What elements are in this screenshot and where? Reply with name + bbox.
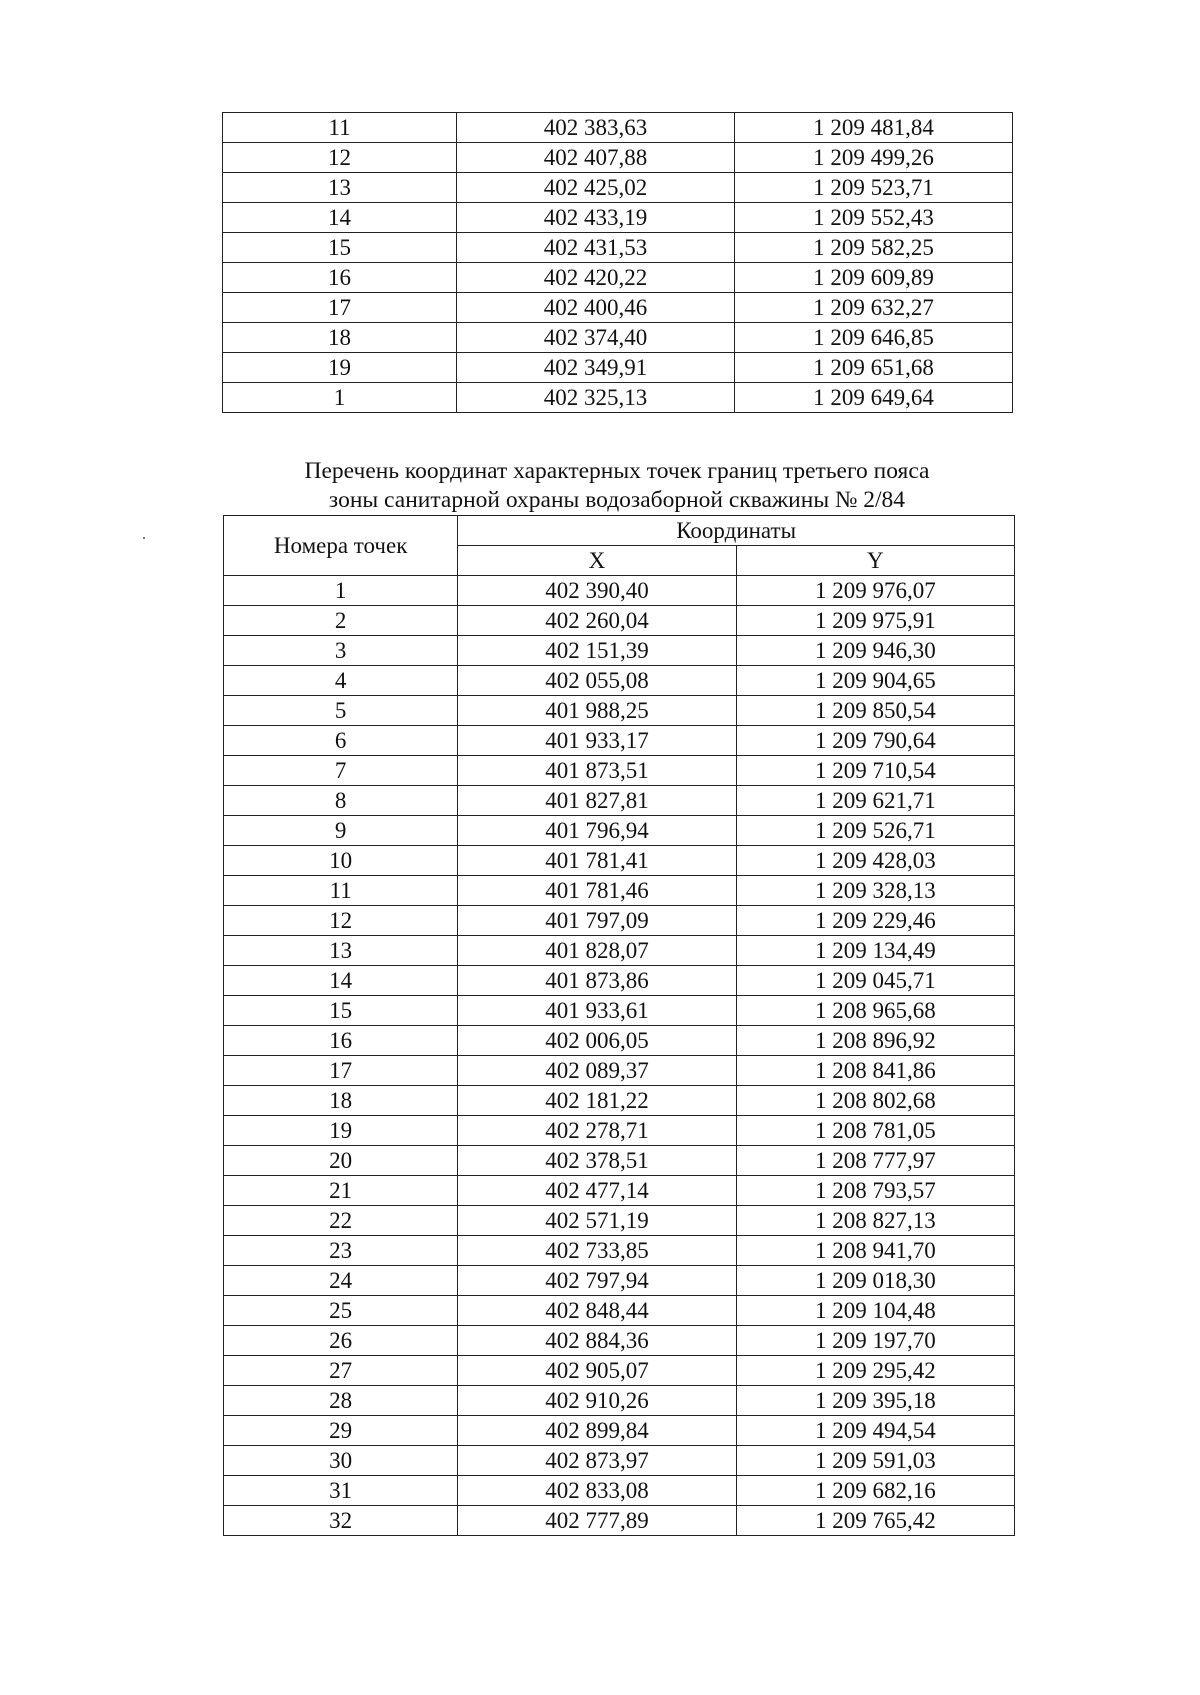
table-row: [224, 1116, 1015, 1146]
coordinates-table-continued: [222, 112, 1013, 413]
table-row: [223, 203, 1013, 233]
y-coordinate-cell: 1 208 777,97: [736, 1146, 1014, 1176]
table-row: [224, 696, 1015, 726]
table-row: [224, 1476, 1015, 1506]
table-body: [223, 113, 1013, 413]
x-coordinate-cell: 402 055,08: [458, 666, 736, 696]
x-coordinate-cell: 402 433,19: [457, 203, 735, 233]
x-coordinate-cell: 402 390,40: [458, 576, 736, 606]
table-row: [224, 786, 1015, 816]
table-row: [224, 1086, 1015, 1116]
header-point-numbers: Номера точек: [224, 516, 458, 576]
point-number-cell: 10: [224, 846, 458, 876]
table-row: [224, 1206, 1015, 1236]
table-row: [223, 293, 1013, 323]
table-row: [223, 353, 1013, 383]
y-coordinate-cell: 1 209 494,54: [736, 1416, 1014, 1446]
header-x: X: [458, 546, 736, 576]
table-caption: [222, 457, 1012, 515]
y-coordinate-cell: 1 209 481,84: [735, 113, 1013, 143]
point-number-cell: 6: [224, 726, 458, 756]
table-row: [224, 1506, 1015, 1536]
y-coordinate-cell: 1 209 104,48: [736, 1296, 1014, 1326]
x-coordinate-cell: 402 325,13: [457, 383, 735, 413]
table-row: [224, 636, 1015, 666]
x-coordinate-cell: 402 571,19: [458, 1206, 736, 1236]
table-row: [223, 263, 1013, 293]
y-coordinate-cell: 1 209 523,71: [735, 173, 1013, 203]
point-number-cell: 19: [223, 353, 457, 383]
y-coordinate-cell: 1 209 295,42: [736, 1356, 1014, 1386]
table-row: [224, 666, 1015, 696]
coordinates-table: [223, 515, 1015, 1536]
table-row: [224, 1236, 1015, 1266]
scan-speck: [143, 537, 145, 539]
table-row: [224, 906, 1015, 936]
y-coordinate-cell: 1 209 428,03: [736, 846, 1014, 876]
point-number-cell: 17: [223, 293, 457, 323]
x-coordinate-cell: 401 781,46: [458, 876, 736, 906]
point-number-cell: 14: [224, 966, 458, 996]
x-coordinate-cell: 402 151,39: [458, 636, 736, 666]
x-coordinate-cell: 402 278,71: [458, 1116, 736, 1146]
point-number-cell: 23: [224, 1236, 458, 1266]
point-number-cell: 24: [224, 1266, 458, 1296]
x-coordinate-cell: 402 260,04: [458, 606, 736, 636]
y-coordinate-cell: 1 209 045,71: [736, 966, 1014, 996]
x-coordinate-cell: 401 873,51: [458, 756, 736, 786]
y-coordinate-cell: 1 209 850,54: [736, 696, 1014, 726]
y-coordinate-cell: 1 209 621,71: [736, 786, 1014, 816]
x-coordinate-cell: 402 089,37: [458, 1056, 736, 1086]
point-number-cell: 2: [224, 606, 458, 636]
x-coordinate-cell: 402 733,85: [458, 1236, 736, 1266]
y-coordinate-cell: 1 208 802,68: [736, 1086, 1014, 1116]
table-row: [223, 143, 1013, 173]
x-coordinate-cell: 402 420,22: [457, 263, 735, 293]
point-number-cell: 15: [223, 233, 457, 263]
point-number-cell: 3: [224, 636, 458, 666]
table-row: [224, 816, 1015, 846]
x-coordinate-cell: 401 933,61: [458, 996, 736, 1026]
table-row: [224, 1446, 1015, 1476]
point-number-cell: 27: [224, 1356, 458, 1386]
table-header: [224, 516, 1015, 576]
point-number-cell: 30: [224, 1446, 458, 1476]
y-coordinate-cell: 1 209 710,54: [736, 756, 1014, 786]
y-coordinate-cell: 1 209 646,85: [735, 323, 1013, 353]
y-coordinate-cell: 1 209 582,25: [735, 233, 1013, 263]
x-coordinate-cell: 402 383,63: [457, 113, 735, 143]
point-number-cell: 31: [224, 1476, 458, 1506]
y-coordinate-cell: 1 209 975,91: [736, 606, 1014, 636]
x-coordinate-cell: 401 988,25: [458, 696, 736, 726]
table-row: [223, 383, 1013, 413]
point-number-cell: 29: [224, 1416, 458, 1446]
x-coordinate-cell: 402 477,14: [458, 1176, 736, 1206]
y-coordinate-cell: 1 208 827,13: [736, 1206, 1014, 1236]
y-coordinate-cell: 1 209 197,70: [736, 1326, 1014, 1356]
x-coordinate-cell: 401 933,17: [458, 726, 736, 756]
y-coordinate-cell: 1 208 965,68: [736, 996, 1014, 1026]
x-coordinate-cell: 402 797,94: [458, 1266, 736, 1296]
table-row: [224, 1416, 1015, 1446]
point-number-cell: 13: [224, 936, 458, 966]
point-number-cell: 12: [224, 906, 458, 936]
x-coordinate-cell: 402 378,51: [458, 1146, 736, 1176]
point-number-cell: 26: [224, 1326, 458, 1356]
y-coordinate-cell: 1 209 651,68: [735, 353, 1013, 383]
x-coordinate-cell: 402 905,07: [458, 1356, 736, 1386]
table-row: [224, 936, 1015, 966]
point-number-cell: 9: [224, 816, 458, 846]
y-coordinate-cell: 1 209 765,42: [736, 1506, 1014, 1536]
x-coordinate-cell: 402 349,91: [457, 353, 735, 383]
point-number-cell: 18: [224, 1086, 458, 1116]
point-number-cell: 11: [224, 876, 458, 906]
table-row: [223, 323, 1013, 353]
x-coordinate-cell: 402 833,08: [458, 1476, 736, 1506]
y-coordinate-cell: 1 209 790,64: [736, 726, 1014, 756]
x-coordinate-cell: 402 873,97: [458, 1446, 736, 1476]
table-row: [224, 846, 1015, 876]
point-number-cell: 25: [224, 1296, 458, 1326]
table-row: [224, 1176, 1015, 1206]
point-number-cell: 28: [224, 1386, 458, 1416]
point-number-cell: 16: [224, 1026, 458, 1056]
point-number-cell: 13: [223, 173, 457, 203]
point-number-cell: 4: [224, 666, 458, 696]
header-coordinates: Координаты: [458, 516, 1015, 546]
y-coordinate-cell: 1 208 781,05: [736, 1116, 1014, 1146]
y-coordinate-cell: 1 208 941,70: [736, 1236, 1014, 1266]
table-row: [224, 576, 1015, 606]
caption-line-1: Перечень координат характерных точек границ третьего пояса: [304, 458, 930, 484]
table-row: [224, 966, 1015, 996]
point-number-cell: 5: [224, 696, 458, 726]
x-coordinate-cell: 401 781,41: [458, 846, 736, 876]
x-coordinate-cell: 402 400,46: [457, 293, 735, 323]
table-row: [224, 726, 1015, 756]
table-row: [224, 876, 1015, 906]
y-coordinate-cell: 1 209 904,65: [736, 666, 1014, 696]
y-coordinate-cell: 1 209 591,03: [736, 1446, 1014, 1476]
y-coordinate-cell: 1 209 649,64: [735, 383, 1013, 413]
x-coordinate-cell: 402 777,89: [458, 1506, 736, 1536]
table-row: [223, 113, 1013, 143]
x-coordinate-cell: 402 899,84: [458, 1416, 736, 1446]
x-coordinate-cell: 402 910,26: [458, 1386, 736, 1416]
point-number-cell: 22: [224, 1206, 458, 1236]
caption-line-2: зоны санитарной охраны водозаборной скважины № 2/84: [328, 487, 906, 513]
point-number-cell: 12: [223, 143, 457, 173]
x-coordinate-cell: 402 006,05: [458, 1026, 736, 1056]
y-coordinate-cell: 1 209 018,30: [736, 1266, 1014, 1296]
y-coordinate-cell: 1 209 395,18: [736, 1386, 1014, 1416]
x-coordinate-cell: 401 828,07: [458, 936, 736, 966]
y-coordinate-cell: 1 208 896,92: [736, 1026, 1014, 1056]
y-coordinate-cell: 1 209 976,07: [736, 576, 1014, 606]
table-row: [224, 756, 1015, 786]
point-number-cell: 14: [223, 203, 457, 233]
point-number-cell: 15: [224, 996, 458, 1026]
table-row: [224, 1386, 1015, 1416]
point-number-cell: 17: [224, 1056, 458, 1086]
y-coordinate-cell: 1 209 946,30: [736, 636, 1014, 666]
table-row: [223, 173, 1013, 203]
y-coordinate-cell: 1 209 526,71: [736, 816, 1014, 846]
x-coordinate-cell: 401 873,86: [458, 966, 736, 996]
table-row: [224, 1026, 1015, 1056]
x-coordinate-cell: 402 407,88: [457, 143, 735, 173]
x-coordinate-cell: 402 848,44: [458, 1296, 736, 1326]
point-number-cell: 8: [224, 786, 458, 816]
table-row: [224, 1296, 1015, 1326]
y-coordinate-cell: 1 209 229,46: [736, 906, 1014, 936]
x-coordinate-cell: 401 797,09: [458, 906, 736, 936]
point-number-cell: 1: [223, 383, 457, 413]
y-coordinate-cell: 1 208 841,86: [736, 1056, 1014, 1086]
table-row: [224, 1056, 1015, 1086]
table-row: [224, 1146, 1015, 1176]
table-row: [224, 996, 1015, 1026]
point-number-cell: 18: [223, 323, 457, 353]
y-coordinate-cell: 1 209 499,26: [735, 143, 1013, 173]
y-coordinate-cell: 1 209 134,49: [736, 936, 1014, 966]
point-number-cell: 20: [224, 1146, 458, 1176]
table-row: [224, 606, 1015, 636]
y-coordinate-cell: 1 209 609,89: [735, 263, 1013, 293]
table-row: [224, 1326, 1015, 1356]
point-number-cell: 11: [223, 113, 457, 143]
x-coordinate-cell: 401 827,81: [458, 786, 736, 816]
point-number-cell: 1: [224, 576, 458, 606]
y-coordinate-cell: 1 209 552,43: [735, 203, 1013, 233]
x-coordinate-cell: 402 431,53: [457, 233, 735, 263]
point-number-cell: 21: [224, 1176, 458, 1206]
table-row: [223, 233, 1013, 263]
point-number-cell: 16: [223, 263, 457, 293]
x-coordinate-cell: 402 884,36: [458, 1326, 736, 1356]
y-coordinate-cell: 1 208 793,57: [736, 1176, 1014, 1206]
table-body: [224, 576, 1015, 1536]
point-number-cell: 7: [224, 756, 458, 786]
y-coordinate-cell: 1 209 632,27: [735, 293, 1013, 323]
table-row: [224, 1356, 1015, 1386]
x-coordinate-cell: 402 374,40: [457, 323, 735, 353]
point-number-cell: 32: [224, 1506, 458, 1536]
x-coordinate-cell: 402 181,22: [458, 1086, 736, 1116]
x-coordinate-cell: 401 796,94: [458, 816, 736, 846]
point-number-cell: 19: [224, 1116, 458, 1146]
y-coordinate-cell: 1 209 682,16: [736, 1476, 1014, 1506]
header-y: Y: [736, 546, 1014, 576]
x-coordinate-cell: 402 425,02: [457, 173, 735, 203]
table-row: [224, 1266, 1015, 1296]
y-coordinate-cell: 1 209 328,13: [736, 876, 1014, 906]
